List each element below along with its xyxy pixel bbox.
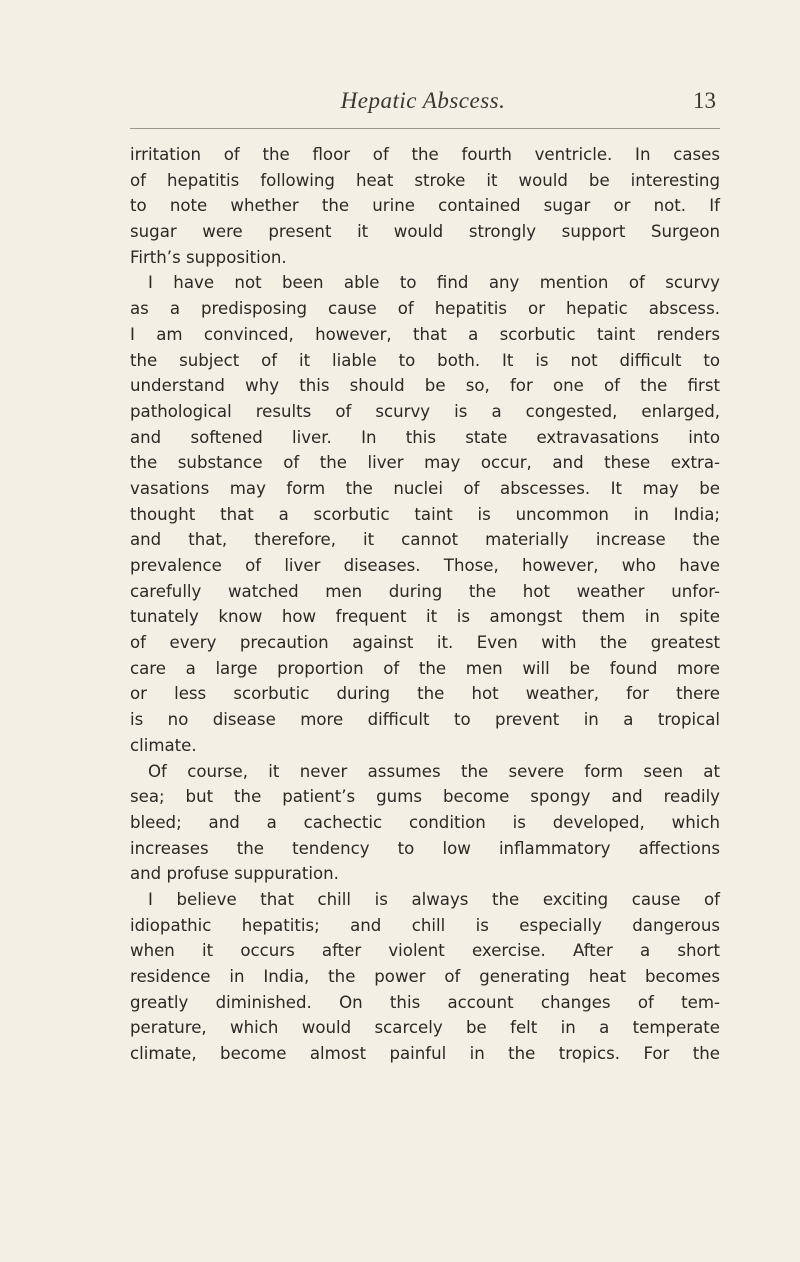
text-line: prevalence of liver diseases. Those, however, who have <box>130 556 720 575</box>
text-line: as a predisposing cause of hepatitis or hepatic abscess. <box>130 299 720 319</box>
text-line: is no disease more difficult to prevent in a tropical <box>130 710 720 730</box>
text-line: increases the tendency to low inflammatory affections <box>130 838 720 858</box>
text-line: climate. <box>130 735 197 755</box>
text-line: perature, which would scarcely be felt in a temperate <box>130 1018 720 1038</box>
header-rule <box>130 128 720 129</box>
text-line: or less scorbutic during the hot weather, for there <box>130 684 720 704</box>
text-line: Firth’s supposition. <box>130 247 287 267</box>
text-line: carefully watched men during the hot weather unfor- <box>130 581 720 601</box>
text-line: when it occurs after violent exercise. After a short <box>130 941 720 961</box>
text-line: climate, become almost painful in the tropics. For the <box>130 1044 720 1064</box>
text-line: I believe that chill is always the exciting cause of <box>148 889 720 909</box>
text-line: sugar were present it would strongly support Surgeon <box>130 222 720 242</box>
text-line: irritation of the floor of the fourth ventricle. In cases <box>130 145 720 164</box>
text-line: thought that a scorbutic taint is uncommon in India; <box>130 504 720 524</box>
text-line: of hepatitis following heat stroke it would be interesting <box>130 170 720 190</box>
page-number: 13 <box>693 88 716 113</box>
text-line: and softened liver. In this state extravasations into <box>130 427 720 447</box>
text-line: I am convinced, however, that a scorbutic taint renders <box>130 324 720 344</box>
text-line: the subject of it liable to both. It is not difficult to <box>130 350 720 370</box>
text-line: and that, therefore, it cannot materially increase the <box>130 530 720 550</box>
running-head <box>130 88 716 122</box>
text-line: and profuse suppuration. <box>130 864 339 884</box>
text-line: pathological results of scurvy is a congested, enlarged, <box>130 401 720 421</box>
text-line: sea; but the patient’s gums become spongy and readily <box>130 787 720 807</box>
text-line: I have not been able to find any mention of scurvy <box>148 273 720 293</box>
text-line: understand why this should be so, for one of the first <box>130 376 720 396</box>
running-title: Hepatic Abscess. <box>340 88 506 113</box>
text-line: of every precaution against it. Even with the greatest <box>130 633 720 653</box>
text-line: idiopathic hepatitis; and chill is especially dangerous <box>130 915 720 935</box>
text-line: care a large proportion of the men will be found more <box>130 658 720 678</box>
text-line: vasations may form the nuclei of abscesses. It may be <box>130 478 720 498</box>
body-text <box>130 142 720 1067</box>
text-line: tunately know how frequent it is amongst them in spite <box>130 607 720 627</box>
text-line: residence in India, the power of generating heat becomes <box>130 967 720 986</box>
text-line: the substance of the liver may occur, and these extra- <box>130 453 720 473</box>
text-line: Of course, it never assumes the severe form seen at <box>148 761 720 781</box>
text-line: bleed; and a cachectic condition is developed, which <box>130 812 720 832</box>
text-line: greatly diminished. On this account changes of tem- <box>130 992 720 1012</box>
text-line: to note whether the urine contained sugar or not. If <box>130 196 720 216</box>
